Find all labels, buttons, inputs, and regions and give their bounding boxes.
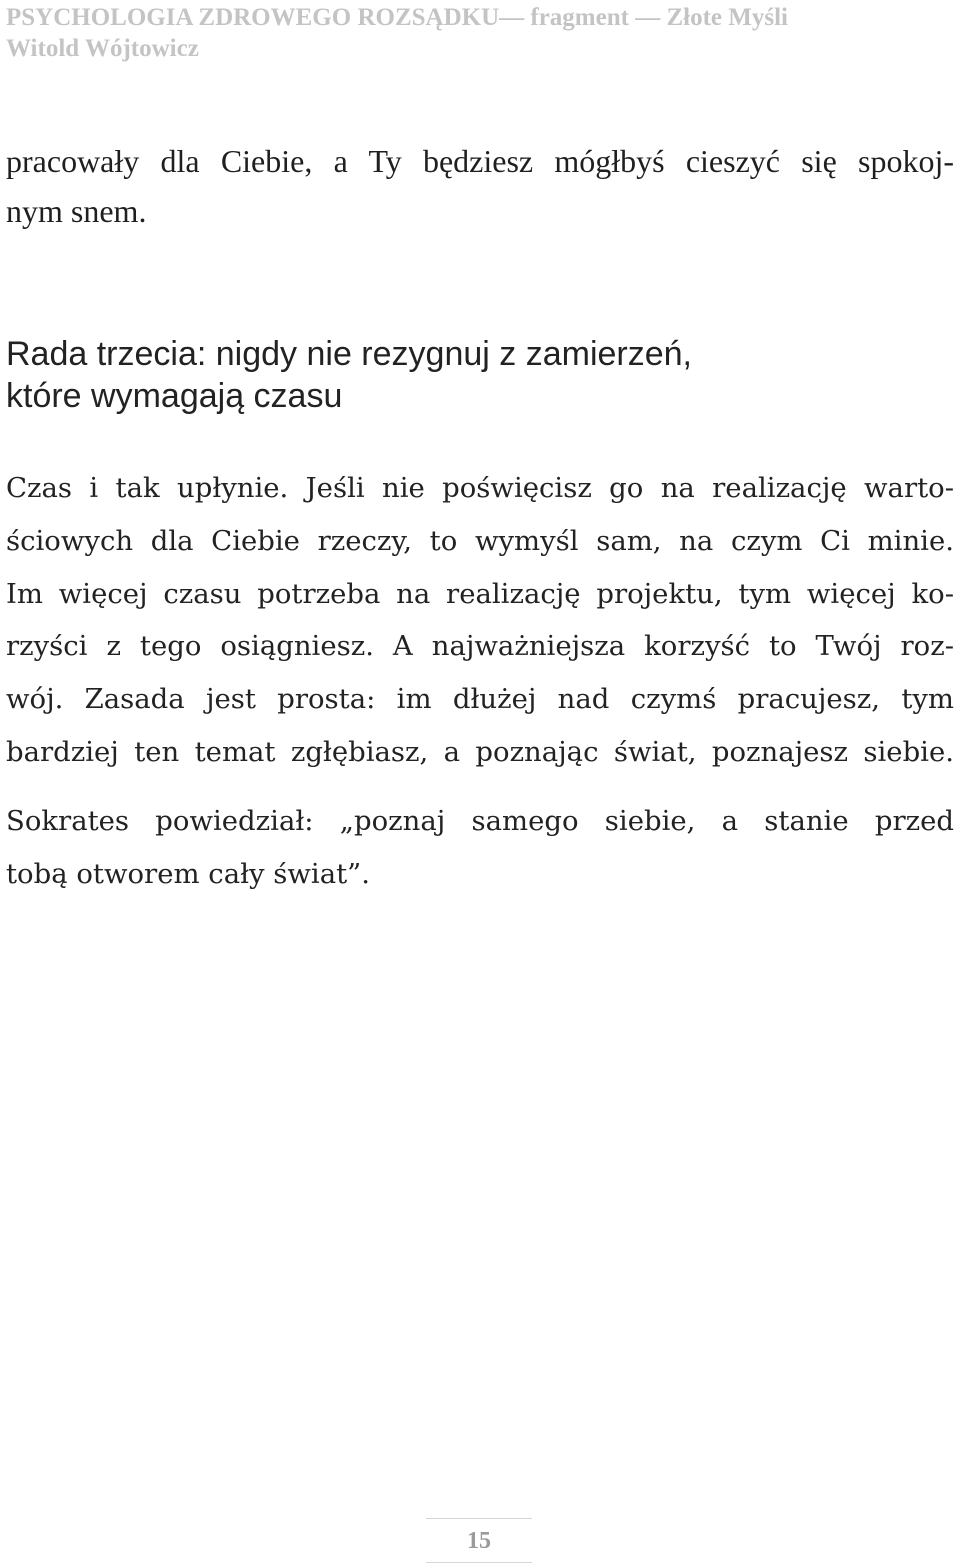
text-line: Im więcej czasu potrzeba na realizację projektu, tym więcej ko- — [6, 577, 954, 610]
header-author: Witold Wójtowicz — [6, 35, 199, 62]
body-paragraph — [6, 462, 954, 779]
section-heading — [6, 333, 954, 417]
page-number-rule-top — [426, 1518, 532, 1519]
continuation-paragraph — [6, 136, 954, 236]
heading-line: które wymagają czasu — [6, 377, 343, 415]
text-line: ściowych dla Ciebie rzeczy, to wymyśl sam, na czym Ci minie. — [6, 524, 954, 557]
heading-line: Rada trzecia: nigdy nie rezygnuj z zamierzeń, — [6, 335, 692, 373]
text-line: pracowały dla Ciebie, a Ty będziesz mógłbyś cieszyć się spokoj- — [6, 143, 954, 179]
text-line: rzyści z tego osiągniesz. A najważniejsza korzyść to Twój roz- — [6, 630, 954, 663]
quote-paragraph — [6, 795, 954, 901]
header-title: PSYCHOLOGIA ZDROWEGO ROZSĄDKU— fragment — Złote Myśli — [6, 4, 788, 31]
text-line: Czas i tak upłynie. Jeśli nie poświęcisz go na realizację warto- — [6, 472, 954, 504]
page-number: 15 — [467, 1528, 491, 1554]
text-line: wój. Zasada jest prosta: im dłużej nad czymś pracujesz, tym — [6, 683, 954, 716]
running-header — [6, 2, 946, 64]
text-line: bardziej ten temat zgłębiasz, a poznając świat, poznajesz siebie. — [6, 735, 954, 768]
text-line: Sokrates powiedział: „poznaj samego siebie, a stanie przed — [6, 805, 954, 837]
page-number-rule-bottom — [426, 1562, 532, 1563]
text-line: nym snem. — [6, 193, 147, 229]
text-line: tobą otworem cały świat”. — [6, 857, 370, 890]
